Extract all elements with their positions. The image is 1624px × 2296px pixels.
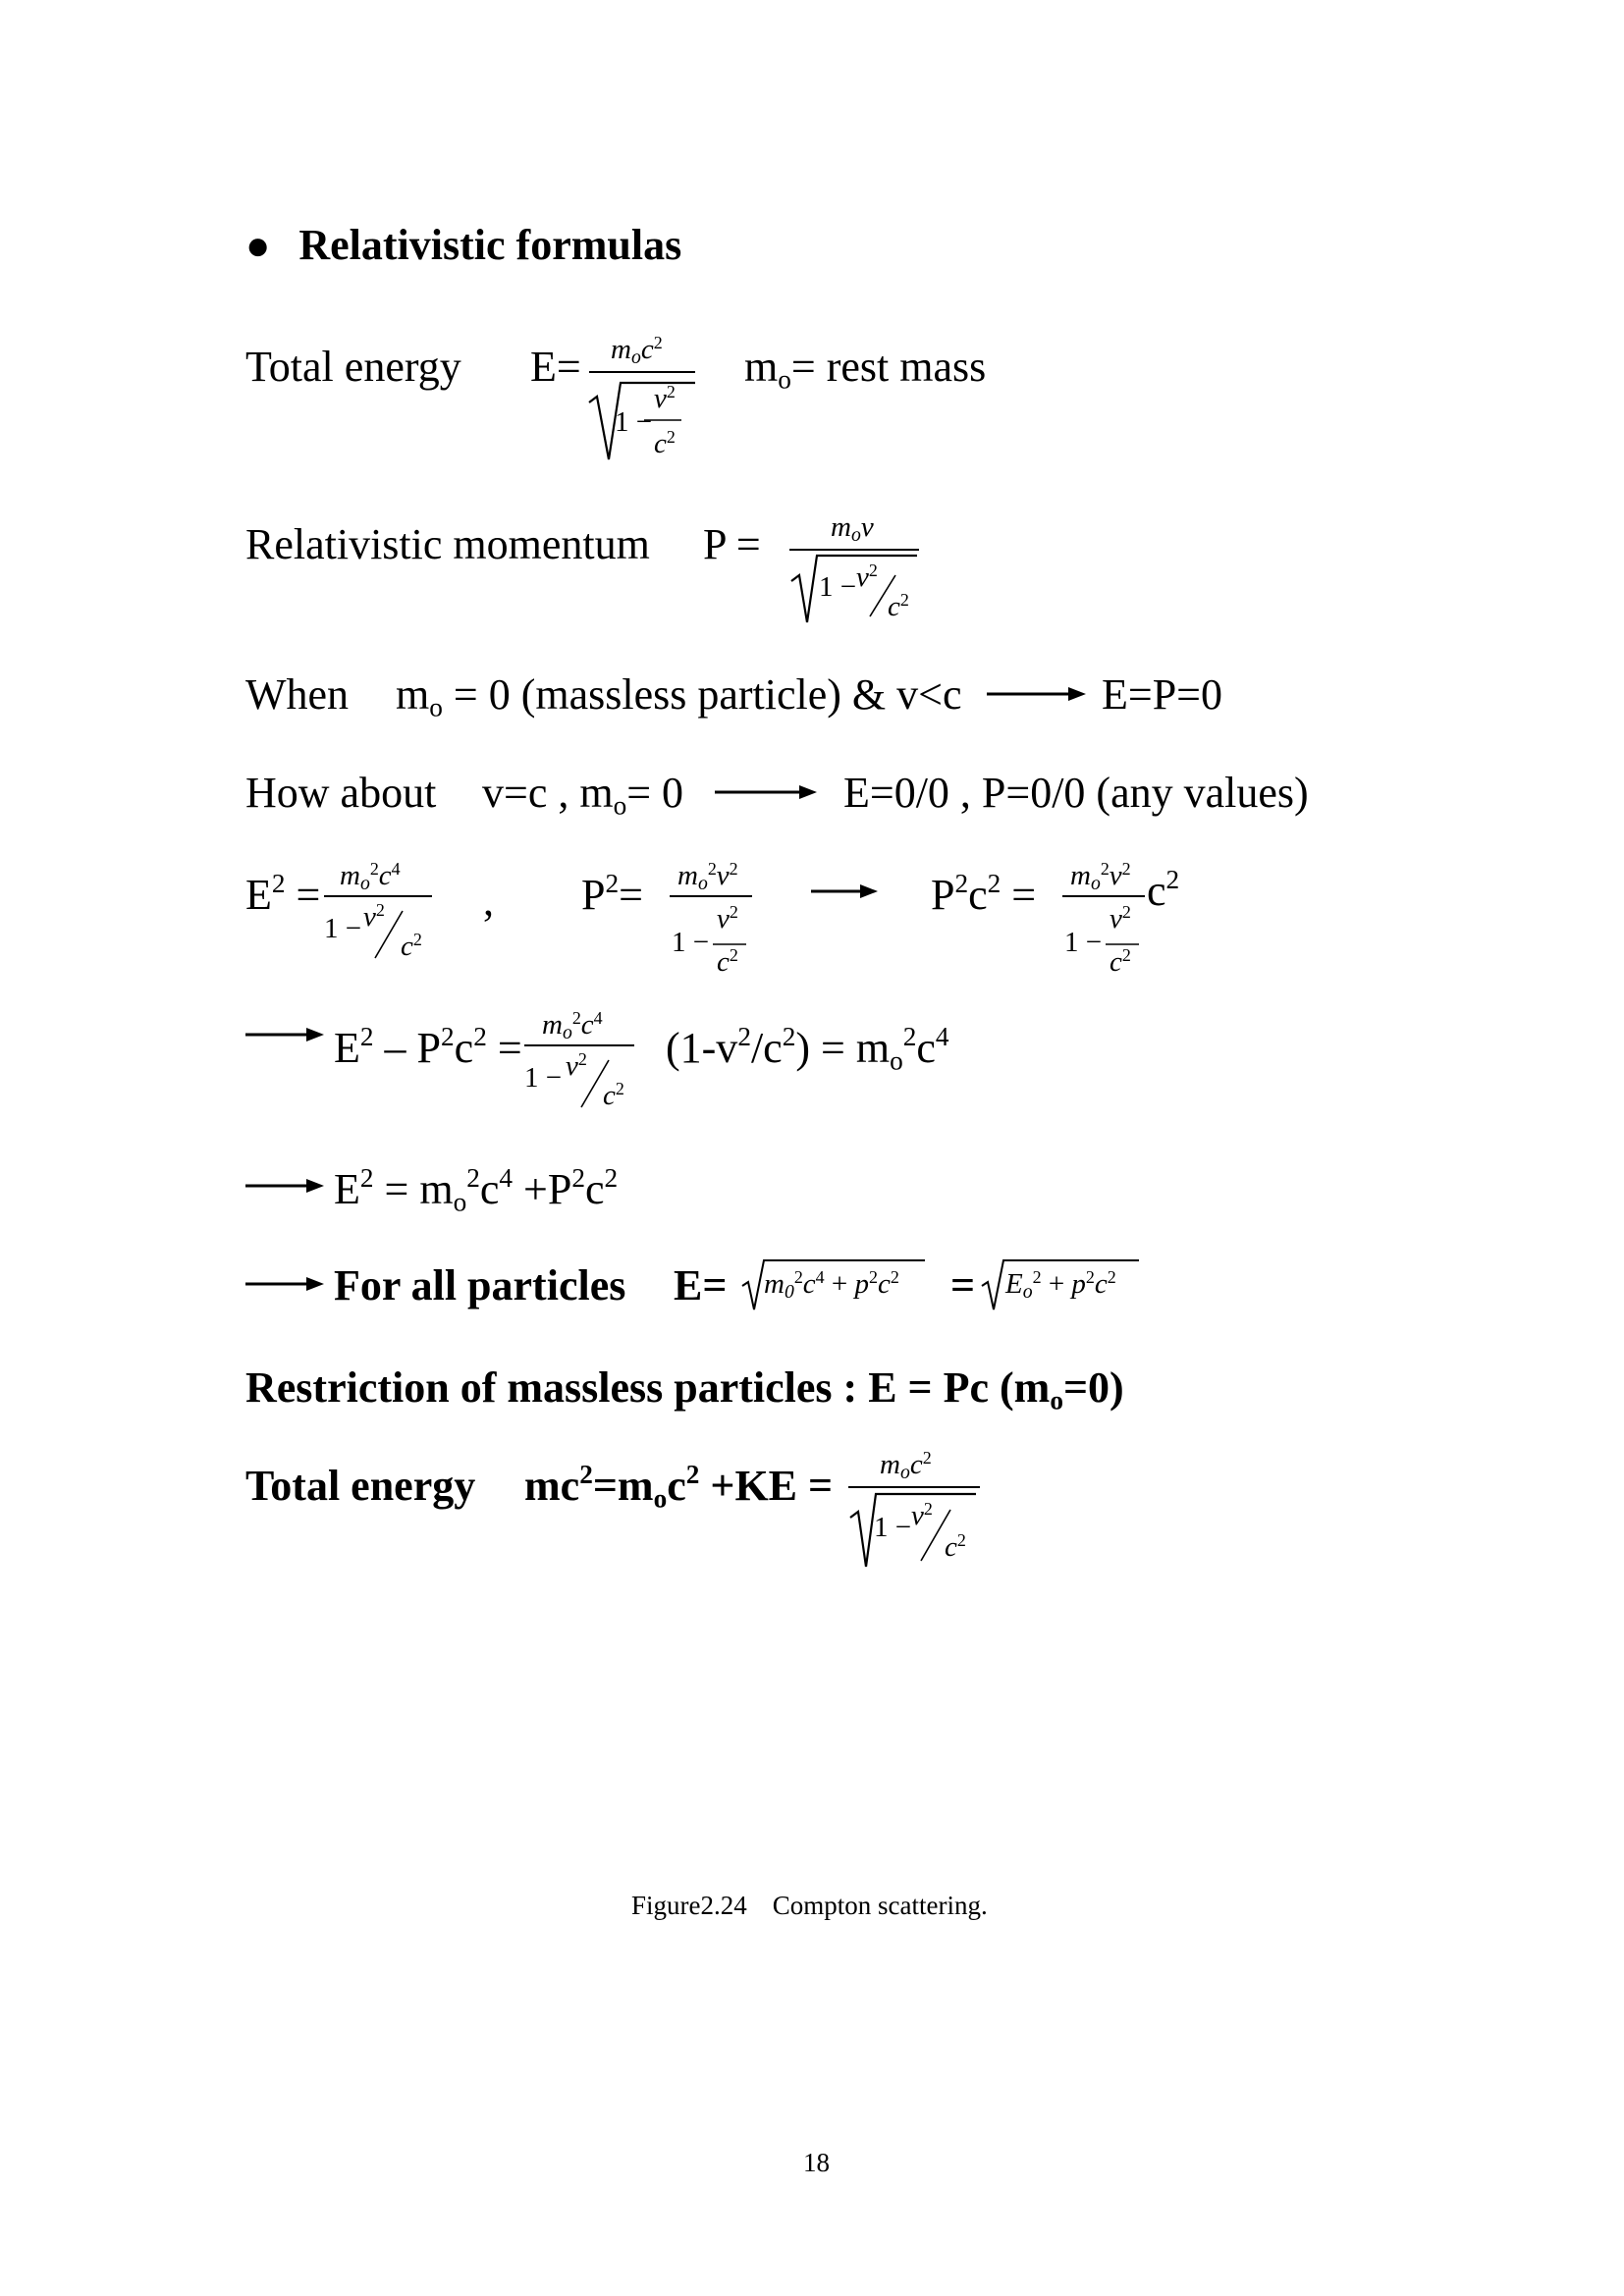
e-den-c2: $c^2$: [401, 930, 422, 962]
den-one-minus: 1 −: [819, 571, 857, 603]
energy-lhs: E=: [530, 343, 581, 391]
how-about-condition: v=c , $m_o= 0$: [482, 769, 684, 821]
final-den-v2: $v^2$: [911, 1499, 933, 1531]
pc-den-v2: $v^2$: [1110, 902, 1131, 934]
den-c2: $c^2$: [654, 427, 676, 459]
heading-title: Relativistic formulas: [298, 221, 682, 269]
final-label: Total energy: [245, 1462, 476, 1510]
diff-den-c2: $c^2$: [603, 1079, 624, 1111]
den-one-minus: 1 −: [615, 406, 653, 438]
bullet-icon: ●: [245, 224, 271, 269]
pc-den-one-minus: 1 −: [1064, 927, 1103, 958]
e-numerator: $m_o^2c^4$: [340, 859, 401, 894]
momentum-label: Relativistic momentum: [245, 520, 650, 568]
how-about-result: E=0/0 , P=0/0 (any values): [843, 769, 1309, 817]
diff-den-one-minus: 1 −: [524, 1062, 563, 1094]
when-result: E=P=0: [1102, 670, 1222, 719]
sqrt1-radicand: $m_0^2c^4 + p^2c^2$: [764, 1267, 899, 1303]
e-squared-lhs: $E^2$ =: [245, 869, 321, 919]
total-energy-label: Total energy: [245, 343, 461, 391]
figure-number: Figure2.24: [631, 1891, 747, 1920]
comma: ,: [483, 877, 494, 925]
page-number: 18: [803, 2148, 830, 2177]
numerator: $m_ov$: [831, 511, 874, 546]
final-den-c2: $c^2$: [945, 1530, 966, 1563]
all-particles-eq2: =: [950, 1261, 976, 1309]
den-v2: $v^2$: [856, 561, 878, 593]
when-condition: $m_o = 0$ (massless particle) & v<c: [396, 670, 962, 722]
diff-rhs: $(1-v^2/c^2) = m_o^2c^4$: [666, 1022, 949, 1076]
p-den-c2: $c^2$: [717, 945, 738, 978]
rest-mass-note: $m_o=$ rest mass: [744, 343, 987, 395]
p-den-v2: $v^2$: [717, 902, 738, 934]
final-numerator: $m_oc^2$: [880, 1448, 932, 1483]
numerator: $m_oc^2$: [611, 333, 663, 368]
den-v2: $v^2$: [654, 382, 676, 414]
p-den-one-minus: 1 −: [672, 927, 710, 958]
pc-numerator: $m_o^2v^2$: [1070, 859, 1131, 894]
final-den-one-minus: 1 −: [874, 1512, 912, 1543]
p-squared-lhs: $P^2=$: [581, 869, 643, 919]
all-particles-lhs: E=: [674, 1261, 728, 1309]
figure-caption-text: Compton scattering.: [772, 1891, 988, 1920]
e-den-one-minus: 1 −: [324, 913, 362, 944]
relation-text: $E^2 = m_o^2c^4 +P^2c^2$: [334, 1163, 619, 1217]
p-numerator: $m_o^2v^2$: [677, 859, 738, 894]
pc-squared-lhs: $P^2c^2$ =: [931, 869, 1037, 919]
pc-tail: $c^2$: [1147, 865, 1180, 915]
sqrt2-radicand: $E_o^2 + p^2c^2$: [1005, 1267, 1116, 1303]
final-equation: $mc^2=m_oc^2 +KE$ =: [524, 1460, 834, 1514]
when-word: When: [245, 670, 350, 719]
e-den-v2: $v^2$: [363, 900, 385, 933]
figure-caption: [631, 1891, 988, 1921]
pc-den-c2: $c^2$: [1110, 945, 1131, 978]
den-c2: $c^2$: [888, 590, 909, 622]
momentum-lhs: P =: [703, 520, 761, 568]
all-particles-label: For all particles: [334, 1261, 626, 1309]
diff-numerator: $m_o^2c^4$: [542, 1008, 603, 1043]
diff-lhs: $E^2 - P^2c^2$ =: [334, 1022, 522, 1072]
how-about-phrase: How about: [245, 769, 437, 817]
restriction-statement: Restriction of massless particles : E = Pc $(m_o=0)$: [245, 1363, 1124, 1415]
diff-den-v2: $v^2$: [566, 1049, 587, 1082]
